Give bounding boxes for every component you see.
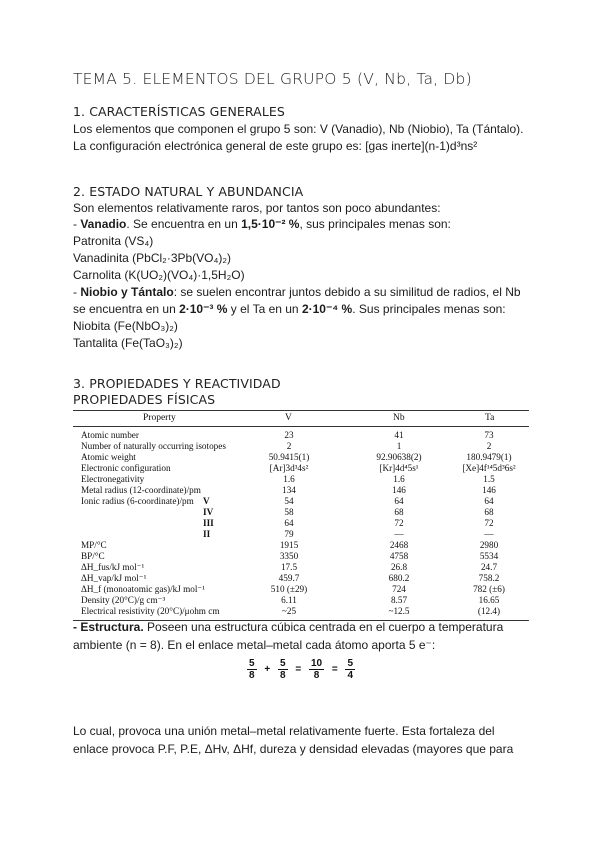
section-1-line-2: La configuración electrónica general de este grupo es: [gas inerte](n-1)d³ns² [73,139,478,153]
plus-sign: + [264,664,271,675]
niobium-cell: 680.2 [388,573,410,583]
table-row [73,507,529,517]
denominator: 4 [347,670,354,681]
niobium-cell: 8.57 [390,595,408,605]
tantalum-cell: 73 [484,430,494,440]
table-header-ta: Ta [485,413,495,423]
tantalum-cell: 758.2 [478,573,500,583]
property-cell: Density (20°C)/g cm⁻³ [81,595,166,605]
vanadium-cell: 6.11 [281,595,297,605]
niobium-tantalum-text-a: : se suelen encontrar juntos debido a su similitud de radios, el Nb [173,285,521,299]
property-cell: ΔH_fus/kJ mol⁻¹ [81,562,145,572]
table-header-property: Property [143,413,176,423]
tantalum-cell: 782 (±6) [473,584,505,594]
table-header-rule [73,426,529,427]
table-row [73,485,529,495]
tantalum-percent: 2·10⁻⁴ % [301,302,353,316]
property-cell: BP/°C [81,551,105,561]
tantalum-cell: (12.4) [477,606,501,616]
niobium-tantalum-label: Niobio y Tántalo [80,285,174,299]
vanadium-percent: 1,5·10⁻² % [241,217,300,231]
section-3-heading: 3. PROPIEDADES Y REACTIVIDAD [73,376,281,391]
table-row [73,595,529,605]
table-row [73,496,529,506]
table-top-rule [73,410,529,411]
niobium-cell: 146 [392,485,406,495]
tantalum-cell: 2980 [479,540,499,550]
table-row [73,430,529,440]
table-header-v: V [285,413,292,423]
vanadium-cell: 64 [284,518,294,528]
table-row [73,474,529,484]
denominator: 8 [279,670,286,681]
tantalum-cell: — [484,529,494,539]
niobium-cell: 26.8 [390,562,408,572]
tantalum-cell: 5534 [479,551,499,561]
table-row [73,441,529,451]
section-1-heading: 1. CARACTERÍSTICAS GENERALES [73,104,285,119]
page-title: TEMA 5. ELEMENTOS DEL GRUPO 5 (V, Nb, Ta, Db) [73,70,472,88]
tantalum-cell: 64 [484,496,494,506]
property-cell: Electrical resistivity (20°C)/μohm cm [81,606,220,616]
denominator: 8 [313,670,320,681]
vanadium-text-a: . Se encuentra en un [126,217,242,231]
structure-label: - Estructura. [73,620,144,634]
structure-text-1: Poseen una estructura cúbica centrada en el cuerpo a temperatura [143,620,504,634]
tantalum-cell: 2 [486,441,492,451]
section-1-line-1: Los elementos que componen el grupo 5 son: V (Vanadio), Nb (Niobio), Ta (Tántalo). [73,122,524,136]
property-cell: Metal radius (12-coordinate)/pm [81,485,201,495]
vanadium-cell: 54 [284,496,294,506]
oxidation-state-cell: III [203,518,214,528]
vanadium-cell: 50.9415(1) [268,452,310,462]
numerator: 10 [310,658,323,669]
section-3-subheading: PROPIEDADES FÍSICAS [73,392,216,407]
vanadium-cell: 1.6 [283,474,295,484]
oxidation-state-cell: IV [203,507,214,517]
niobium-tantalum-line-1: - Niobio y Tántalo: se suelen encontrar juntos debido a su similitud de radios, el Nb [73,285,521,299]
table-row [73,584,529,594]
table-row [73,551,529,561]
niobium-cell: 4758 [389,551,409,561]
structure-line-2: ambiente (n = 8). En el enlace metal–metal cada átomo aporta 5 e⁻: [73,638,436,652]
tantalum-cell: 1.5 [483,474,495,484]
vanadium-cell: 17.5 [280,562,298,572]
niobium-cell: 1 [396,441,402,451]
vanadium-line: - Vanadio. Se encuentra en un 1,5·10⁻² %, sus principales menas son: [73,217,451,231]
table-row [73,606,529,616]
tantalum-cell: 72 [484,518,494,528]
niobium-tantalum-ore: Tantalita (Fe(TaO₃)₂) [73,336,183,350]
property-cell: Atomic weight [81,452,136,462]
property-cell: ΔH_f (monoatomic gas)/kJ mol⁻¹ [81,584,205,594]
vanadium-ore: Carnolita (K(UO₂)(VO₄)·1,5H₂O) [73,268,245,282]
niobium-tantalum-line-2 [73,301,506,318]
oxidation-state-cell: V [203,496,210,506]
oxidation-state-cell: II [203,529,211,539]
vanadium-cell: 3350 [279,551,299,561]
fraction [247,658,257,681]
niobium-cell: 41 [394,430,404,440]
section-2-heading: 2. ESTADO NATURAL Y ABUNDANCIA [73,184,304,199]
denominator: 8 [249,670,255,681]
table-row [73,540,529,550]
table-row [73,562,529,572]
electron-fraction-equation [245,658,357,681]
niobium-tantalum-text-b: se encuentra en un [73,302,180,316]
table-row [73,573,529,583]
niobium-tantalum-text-c: y el Ta en un [227,302,302,316]
tantalum-cell: 24.7 [480,562,498,572]
niobium-percent: 2·10⁻³ % [179,302,228,316]
vanadium-cell: 58 [284,507,294,517]
vanadium-cell: 1915 [279,540,299,550]
structure-paragraph-line-1: Lo cual, provoca una unión metal–metal relativamente fuerte. Esta fortaleza del [73,724,495,738]
structure-line-1 [73,618,529,636]
niobium-tantalum-ore: Niobita (Fe(NbO₃)₂) [73,319,178,333]
fraction [278,658,288,681]
property-cell: Ionic radius (6-coordinate)/pm [81,496,194,506]
niobium-cell: 68 [394,507,404,517]
niobium-cell: ~12.5 [388,606,410,616]
table-row [73,518,529,528]
equals-sign: = [295,664,302,675]
niobium-cell: 72 [394,518,404,528]
tantalum-cell: 68 [484,507,494,517]
vanadium-cell: [Ar]3d³4s² [269,463,309,473]
vanadium-cell: 459.7 [278,573,300,583]
property-cell: MP/°C [81,540,107,550]
property-cell: Number of naturally occurring isotopes [81,441,226,451]
niobium-cell: 2468 [389,540,409,550]
table-row [73,452,529,462]
niobium-cell: [Kr]4d⁴5s¹ [379,463,419,473]
property-cell: Electronegativity [81,474,145,484]
numerator: 5 [279,658,286,669]
table-row [73,463,529,473]
tantalum-cell: 146 [482,485,496,495]
vanadium-ore: Patronita (VS₄) [73,234,154,248]
vanadium-label: Vanadio [80,217,127,231]
vanadium-cell: 79 [284,529,294,539]
niobium-cell: 92.90638(2) [376,452,422,462]
niobium-tantalum-text-d: . Sus principales menas son: [352,302,506,316]
vanadium-text-b: , sus principales menas son: [299,217,451,231]
niobium-cell: 724 [392,584,406,594]
vanadium-cell: 134 [282,485,296,495]
vanadium-cell: 2 [286,441,292,451]
equals-sign: = [331,664,338,675]
structure-paragraph-line-2: enlace provoca P.F, P.E, ΔHv, ΔHf, dureza y densidad elevadas (mayores que para [73,742,514,756]
niobium-cell: — [394,529,404,539]
vanadium-ore: Vanadinita (PbCl₂·3Pb(VO₄)₂) [73,251,232,265]
vanadium-cell: ~25 [281,606,297,616]
niobium-cell: 64 [394,496,404,506]
table-row [73,529,529,539]
tantalum-cell: 180.9479(1) [466,452,512,462]
vanadium-cell: 510 (±29) [270,584,308,594]
vanadium-cell: 23 [284,430,294,440]
fraction [309,658,324,681]
niobium-cell: 1.6 [393,474,405,484]
numerator: 5 [249,658,255,669]
property-cell: Electronic configuration [81,463,171,473]
section-2-intro: Son elementos relativamente raros, por tantos son poco abundantes: [73,201,441,215]
fraction [345,658,355,681]
tantalum-cell: 16.65 [478,595,500,605]
property-cell: ΔH_vap/kJ mol⁻¹ [81,573,147,583]
table-header-nb: Nb [393,413,405,423]
numerator: 5 [347,658,354,669]
tantalum-cell: [Xe]4f¹⁴5d³6s² [462,463,516,473]
property-cell: Atomic number [81,430,139,440]
